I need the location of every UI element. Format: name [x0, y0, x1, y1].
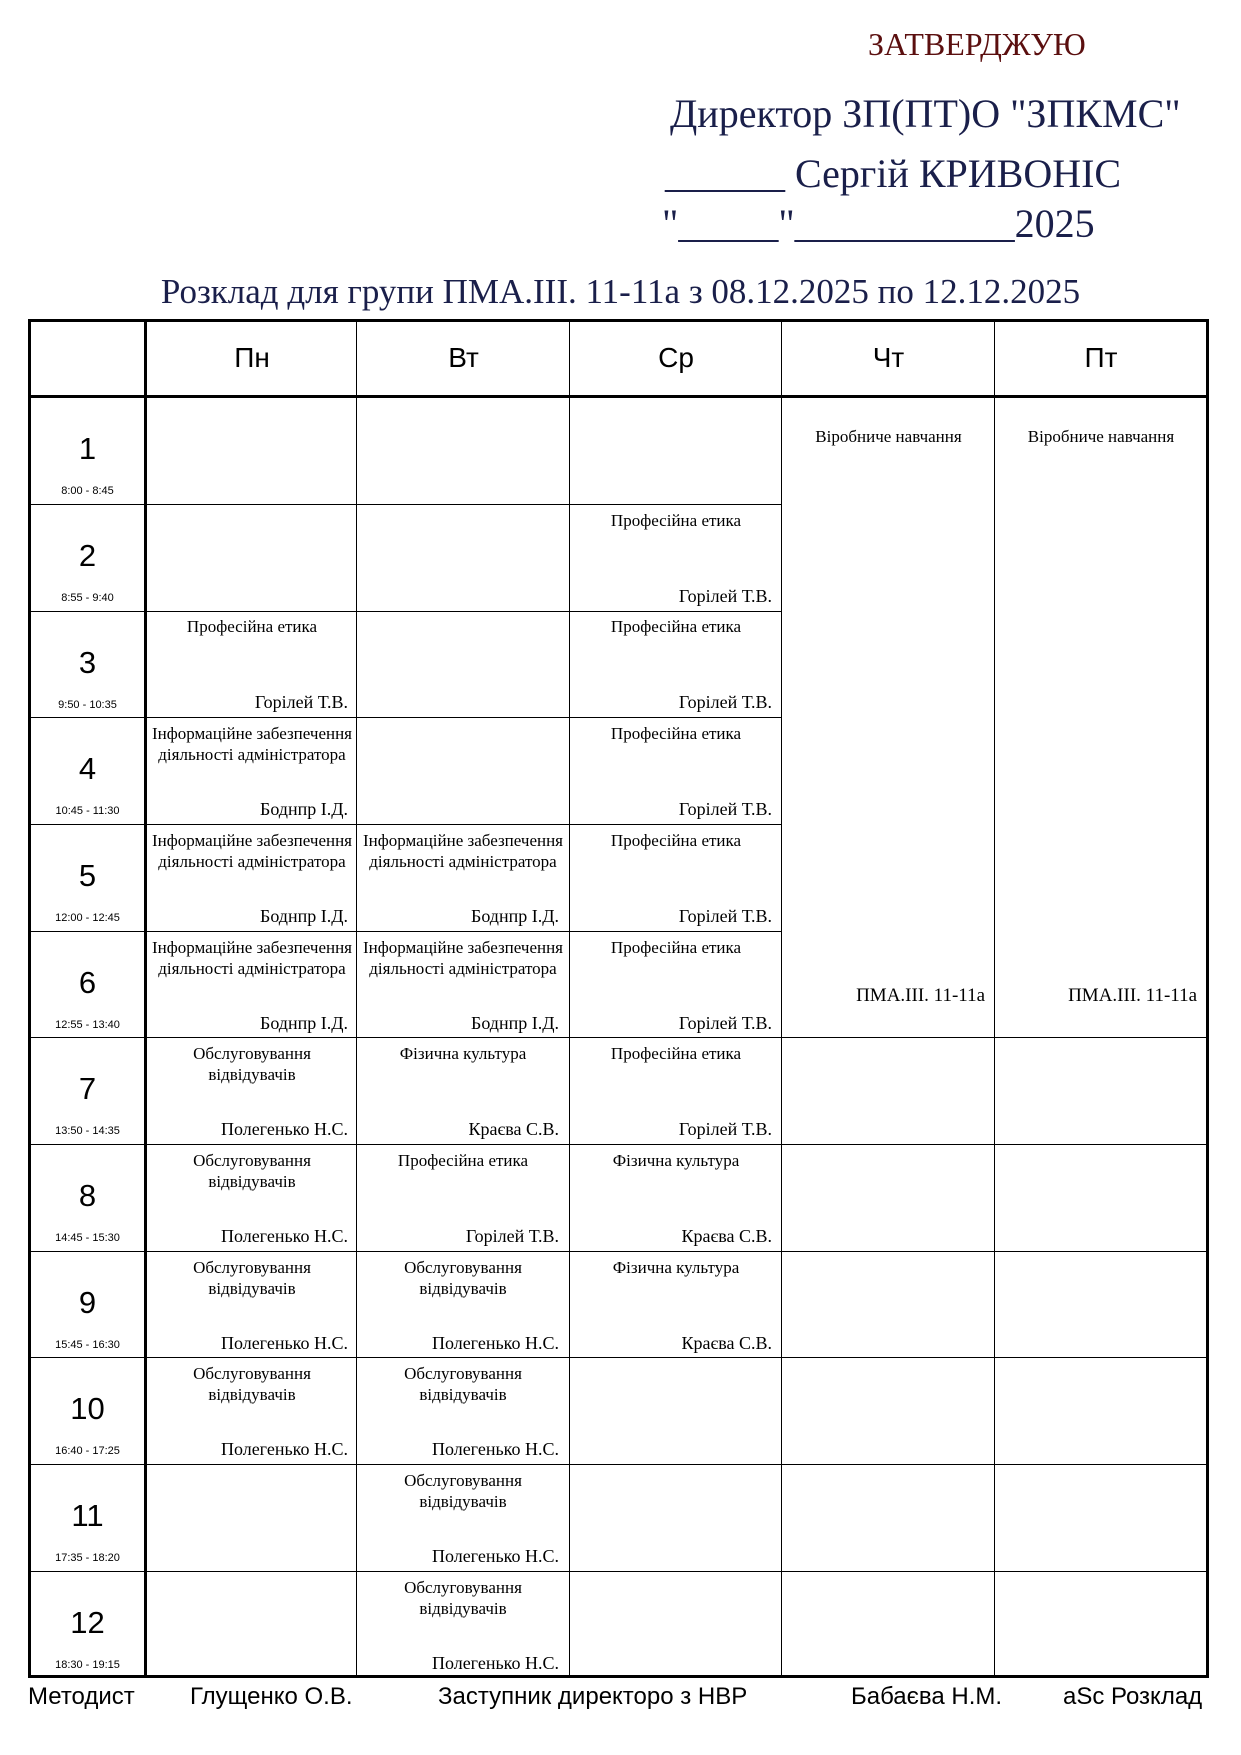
period-1	[29, 397, 146, 504]
lesson-subject: Інформаційне забезпечення діяльності адміністратора	[152, 938, 352, 978]
lesson-teacher: Горілей Т.В.	[678, 1119, 772, 1139]
lesson-teacher: Полегенько Н.С.	[431, 1546, 559, 1566]
period-number: 1	[78, 431, 97, 466]
thu-practice-group: ПМА.ІІІ. 11-11а	[856, 985, 985, 1006]
period-3	[29, 611, 146, 718]
period-number: 8	[78, 1178, 97, 1213]
approval-director: Директор ЗП(ПТ)О "ЗПКМС"	[670, 91, 1181, 136]
lesson-teacher: Боднпр І.Д.	[470, 1013, 559, 1033]
period-11	[29, 1464, 146, 1571]
lesson-teacher: Боднпр І.Д.	[259, 1013, 348, 1033]
day-header-tue: Вт	[448, 342, 479, 373]
period-time: 12:00 - 12:45	[55, 912, 120, 924]
thu-practice-subject: Вiробниче навчання	[815, 427, 962, 446]
lesson-cell-wed-9[interactable]	[570, 1251, 782, 1358]
fri-practice-block[interactable]	[995, 397, 1207, 1037]
period-10	[29, 1357, 146, 1464]
period-2	[29, 504, 146, 611]
day-header-wed: Ср	[658, 342, 694, 373]
period-time: 12:55 - 13:40	[55, 1019, 120, 1031]
lesson-subject: Професійна етика	[610, 511, 742, 530]
lesson-teacher: Горілей Т.В.	[678, 799, 772, 819]
lesson-teacher: Горілей Т.В.	[678, 906, 772, 926]
period-time: 13:50 - 14:35	[55, 1125, 120, 1137]
period-12	[29, 1571, 146, 1678]
fri-practice-group: ПМА.ІІІ. 11-11а	[1068, 985, 1197, 1006]
lesson-subject: Обслуговування відвідувачів	[404, 1471, 522, 1511]
lesson-subject: Обслуговування відвідувачів	[404, 1578, 522, 1618]
day-header-fri: Пт	[1084, 342, 1118, 373]
period-number: 3	[78, 645, 97, 680]
lesson-cell-tue-10[interactable]	[357, 1357, 569, 1464]
schedule-title: Розклад для групи ПМА.ІІІ. 11-11а з 08.12.2025 по 12.12.2025	[160, 272, 1081, 311]
lesson-subject: Обслуговування відвідувачів	[193, 1258, 311, 1298]
lesson-cell-tue-7[interactable]	[357, 1037, 569, 1144]
lesson-cell-mon-6[interactable]	[146, 931, 358, 1038]
period-number: 5	[78, 858, 97, 893]
period-time: 8:00 - 8:45	[61, 485, 114, 497]
lesson-subject: Професійна етика	[610, 617, 742, 636]
lesson-teacher: Полегенько Н.С.	[431, 1439, 559, 1459]
lesson-cell-wed-2[interactable]	[570, 504, 782, 611]
lesson-subject: Обслуговування відвідувачів	[404, 1258, 522, 1298]
day-header-mon: Пн	[234, 342, 270, 373]
lesson-teacher: Краєва С.В.	[681, 1333, 772, 1353]
lesson-subject: Професійна етика	[610, 831, 742, 850]
lesson-teacher: Полегенько Н.С.	[431, 1653, 559, 1673]
lesson-teacher: Боднпр І.Д.	[470, 906, 559, 926]
lesson-subject: Фізична культура	[612, 1151, 740, 1170]
lesson-subject: Інформаційне забезпечення діяльності адміністратора	[152, 831, 352, 871]
period-number: 2	[78, 538, 97, 573]
period-4	[29, 717, 146, 824]
lesson-cell-mon-4[interactable]	[146, 717, 358, 824]
lesson-cell-tue-8[interactable]	[357, 1144, 569, 1251]
lesson-subject: Інформаційне забезпечення діяльності адміністратора	[363, 831, 563, 871]
lesson-cell-wed-6[interactable]	[570, 931, 782, 1038]
period-5	[29, 824, 146, 931]
lesson-cell-mon-9[interactable]	[146, 1251, 358, 1358]
period-time: 16:40 - 17:25	[55, 1445, 120, 1457]
lesson-cell-wed-8[interactable]	[570, 1144, 782, 1251]
period-9	[29, 1251, 146, 1358]
lesson-subject: Обслуговування відвідувачів	[404, 1364, 522, 1404]
lesson-teacher: Краєва С.В.	[681, 1226, 772, 1246]
lesson-cell-wed-7[interactable]	[570, 1037, 782, 1144]
footer-methodist-name: Глущенко О.В.	[190, 1683, 353, 1710]
lesson-cell-mon-8[interactable]	[146, 1144, 358, 1251]
period-number: 12	[70, 1605, 105, 1640]
lesson-subject: Інформаційне забезпечення діяльності адміністратора	[363, 938, 563, 978]
period-7	[29, 1037, 146, 1144]
period-8	[29, 1144, 146, 1251]
lesson-teacher: Полегенько Н.С.	[431, 1333, 559, 1353]
footer-deputy-name: Бабаєва Н.М.	[851, 1683, 1003, 1710]
lesson-subject: Обслуговування відвідувачів	[193, 1044, 311, 1084]
lesson-teacher: Полегенько Н.С.	[220, 1333, 348, 1353]
footer-software: aSc Розклад	[1063, 1683, 1203, 1710]
lesson-subject: Обслуговування відвідувачів	[193, 1364, 311, 1404]
lesson-cell-wed-3[interactable]	[570, 610, 782, 717]
lesson-teacher: Полегенько Н.С.	[220, 1226, 348, 1246]
footer-methodist-label: Методист	[28, 1683, 135, 1710]
lesson-cell-mon-7[interactable]	[146, 1037, 358, 1144]
period-6	[29, 931, 146, 1038]
day-header-thu: Чт	[872, 342, 905, 373]
lesson-teacher: Горілей Т.В.	[678, 1013, 772, 1033]
lesson-subject: Обслуговування відвідувачів	[193, 1151, 311, 1191]
period-number: 4	[78, 751, 97, 786]
lesson-teacher: Горілей Т.В.	[678, 692, 772, 712]
footer-deputy-label: Заступник директоро з НВР	[438, 1683, 748, 1710]
lesson-subject: Фізична культура	[399, 1044, 527, 1063]
approval-title: ЗАТВЕРДЖУЮ	[868, 26, 1086, 62]
period-time: 18:30 - 19:15	[55, 1659, 120, 1671]
lesson-subject: Професійна етика	[610, 1044, 742, 1063]
lesson-teacher: Горілей Т.В.	[254, 692, 348, 712]
lesson-cell-mon-10[interactable]	[146, 1357, 358, 1464]
fri-practice-subject: Вiробниче навчання	[1027, 427, 1175, 446]
lesson-cell-tue-9[interactable]	[357, 1251, 569, 1358]
lesson-teacher: Горілей Т.В.	[465, 1226, 559, 1246]
period-time: 15:45 - 16:30	[55, 1339, 120, 1351]
lesson-subject: Професійна етика	[610, 938, 742, 957]
period-time: 9:50 - 10:35	[58, 699, 117, 711]
approval-date: "_____"___________2025	[662, 201, 1095, 246]
period-number: 11	[71, 1498, 104, 1533]
lesson-teacher: Краєва С.В.	[468, 1119, 559, 1139]
period-time: 14:45 - 15:30	[55, 1232, 120, 1244]
period-number: 7	[78, 1071, 97, 1106]
period-number: 10	[70, 1391, 105, 1426]
lesson-cell-wed-5[interactable]	[570, 824, 782, 931]
period-time: 17:35 - 18:20	[55, 1552, 120, 1564]
period-number: 6	[78, 965, 97, 1000]
lesson-teacher: Горілей Т.В.	[678, 586, 772, 606]
lesson-teacher: Полегенько Н.С.	[220, 1119, 348, 1139]
lesson-teacher: Полегенько Н.С.	[220, 1439, 348, 1459]
lesson-cell-tue-5[interactable]	[357, 824, 569, 931]
lesson-subject: Професійна етика	[610, 724, 742, 743]
lesson-teacher: Боднпр І.Д.	[259, 799, 348, 819]
period-time: 10:45 - 11:30	[55, 805, 120, 817]
thu-practice-block[interactable]	[782, 397, 995, 1037]
lesson-cell-tue-12[interactable]	[357, 1571, 569, 1678]
lesson-cell-mon-5[interactable]	[146, 824, 358, 931]
lesson-subject: Професійна етика	[397, 1151, 529, 1170]
period-number: 9	[78, 1285, 97, 1320]
lesson-cell-mon-3[interactable]	[146, 610, 358, 717]
lesson-subject: Фізична культура	[612, 1258, 740, 1277]
lesson-teacher: Боднпр І.Д.	[259, 906, 348, 926]
period-time: 8:55 - 9:40	[61, 592, 114, 604]
lesson-cell-tue-11[interactable]	[357, 1464, 569, 1571]
lesson-cell-tue-6[interactable]	[357, 931, 569, 1038]
lesson-cell-wed-4[interactable]	[570, 717, 782, 824]
lesson-subject: Професійна етика	[186, 617, 318, 636]
lesson-subject: Інформаційне забезпечення діяльності адміністратора	[152, 724, 352, 764]
approval-signature: ______ Сергій КРИВОНІС	[665, 151, 1122, 196]
